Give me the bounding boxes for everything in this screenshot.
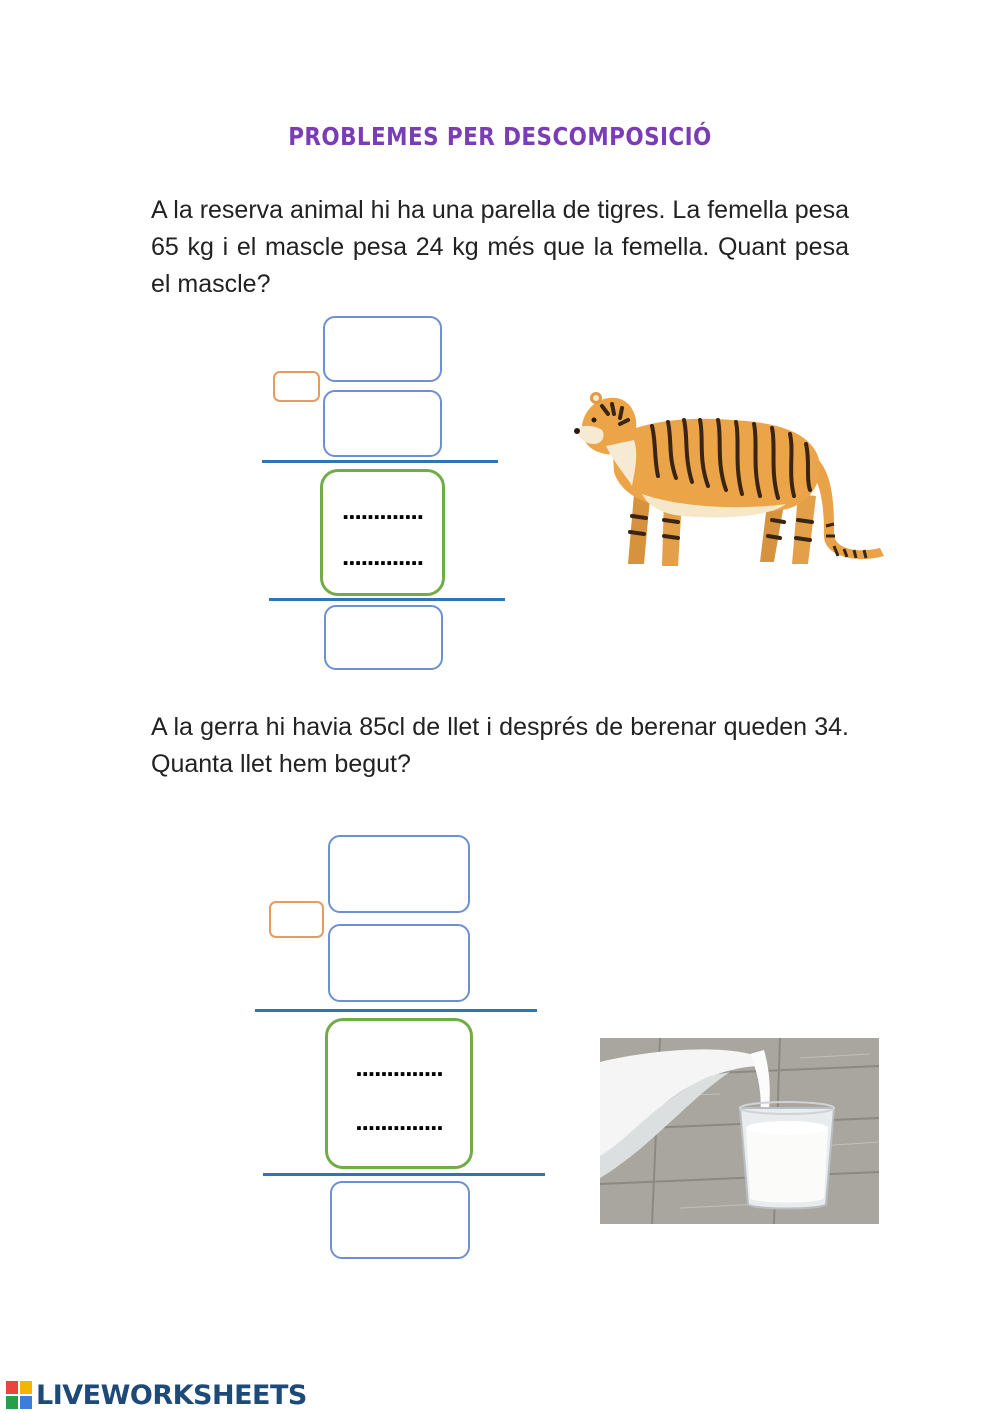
problem-2-sum-line (255, 1009, 537, 1012)
problem-1-dots-2: ............. (342, 541, 423, 571)
problem-2-result-line (263, 1173, 545, 1176)
problem-1-dots-1: ............. (342, 495, 423, 525)
problem-1-result-input[interactable] (324, 605, 443, 670)
problem-2-result-input[interactable] (330, 1181, 470, 1259)
page-title: PROBLEMES PER DESCOMPOSICIÓ (288, 122, 712, 151)
problem-1-operator-input[interactable] (273, 371, 320, 402)
problem-2-operator-input[interactable] (269, 901, 324, 938)
footer-brand-text: LIVEWORKSHEETS (36, 1379, 307, 1411)
problem-1-sum-line (262, 460, 498, 463)
problem-2-dots-1: .............. (355, 1052, 443, 1082)
problem-2-addend-1-input[interactable] (328, 835, 470, 913)
problem-2-text: A la gerra hi havia 85cl de llet i després de berenar queden 34. Quanta llet hem begut? (151, 713, 849, 778)
problem-2-addend-2-input[interactable] (328, 924, 470, 1002)
tiger-image (572, 386, 892, 576)
problem-2-work-box[interactable] (325, 1018, 473, 1169)
liveworksheets-logo-icon (6, 1381, 32, 1409)
milk-image (600, 1038, 879, 1224)
problem-1-text: A la reserva animal hi ha una parella de tigres. La femella pesa 65 kg i el mascle pesa 24 kg més que la femella. Quant pesa el mascle? (151, 196, 849, 298)
problem-1-addend-1-input[interactable] (323, 316, 442, 382)
problem-1-result-line (269, 598, 505, 601)
problem-1-addend-2-input[interactable] (323, 390, 442, 457)
problem-1-work-box[interactable] (320, 469, 445, 596)
footer-brand (6, 1378, 307, 1412)
problem-2-dots-2: .............. (355, 1106, 443, 1136)
